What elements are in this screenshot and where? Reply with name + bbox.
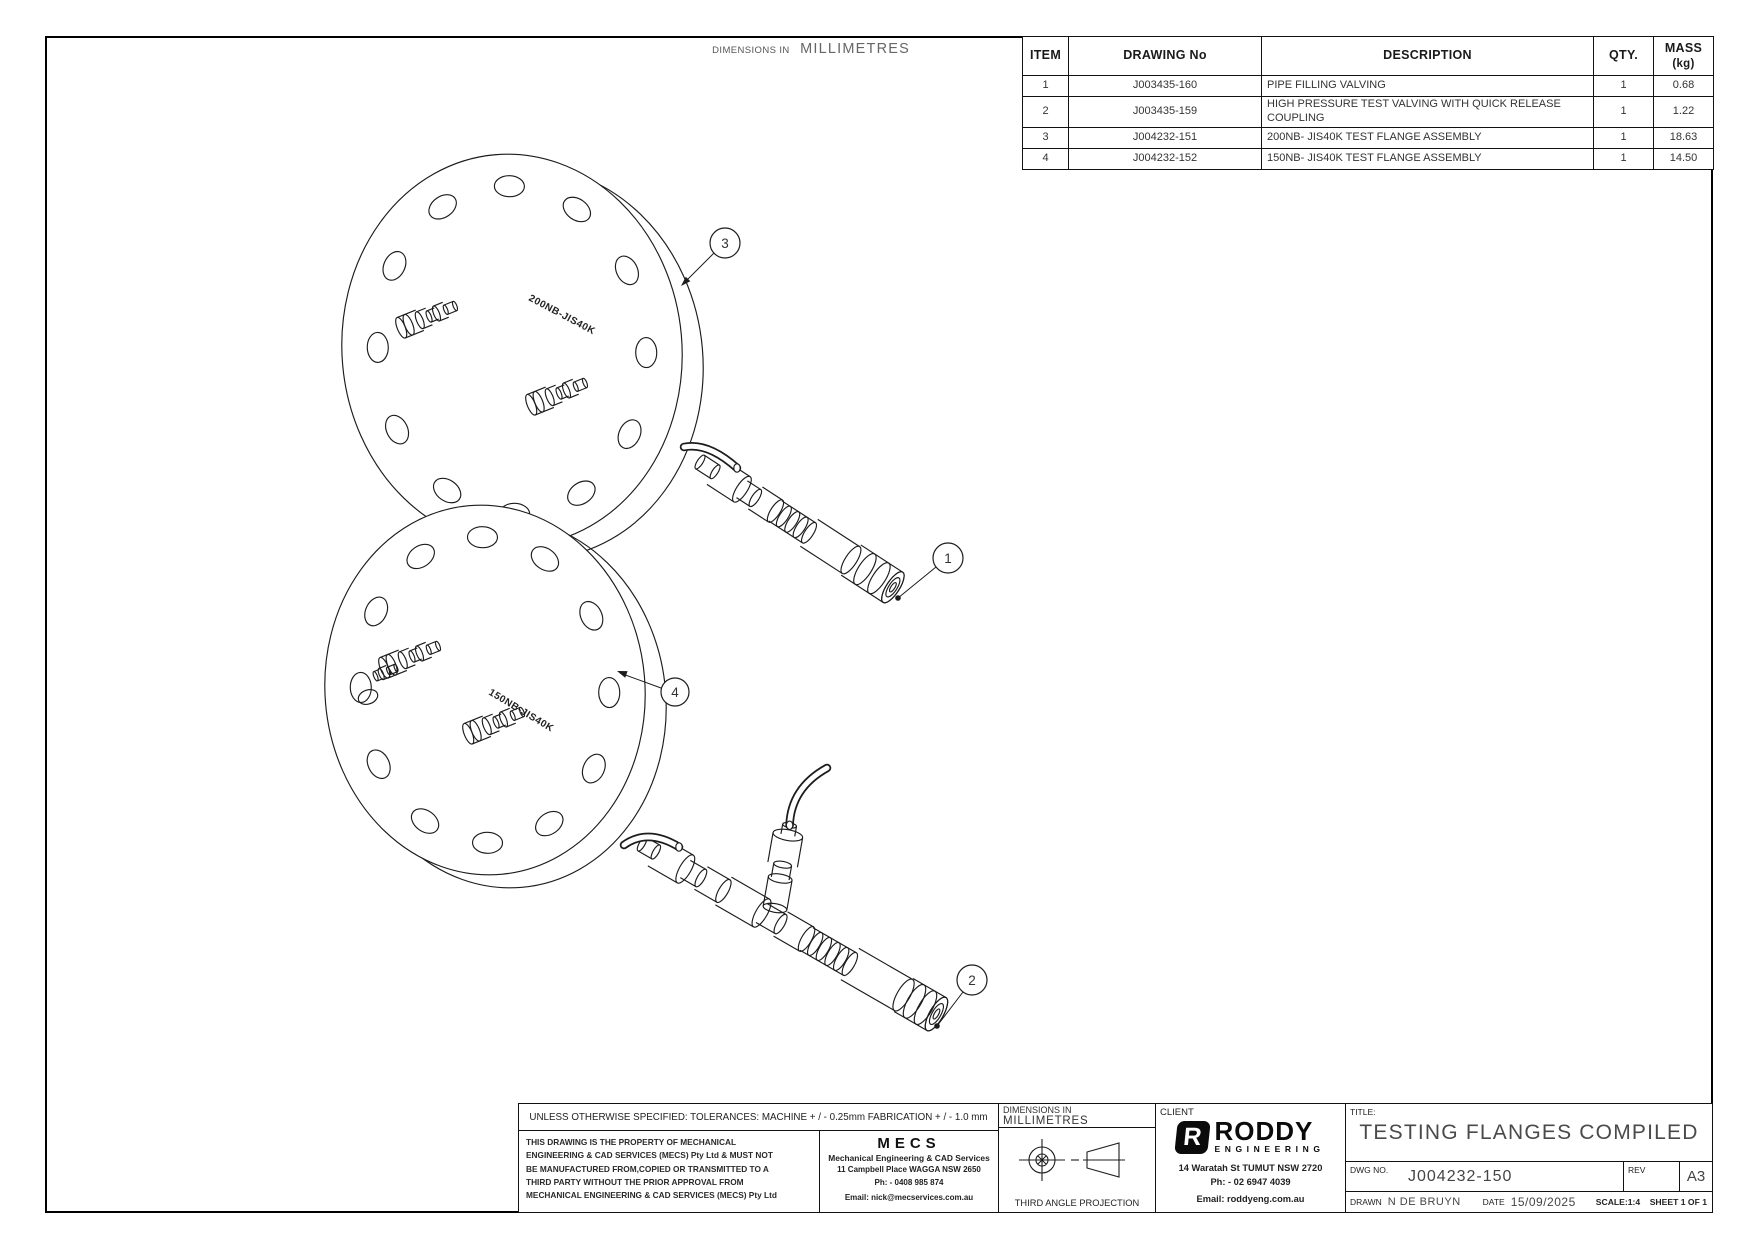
mecs-tagline: Mechanical Engineering & CAD Services [828, 1153, 990, 1163]
bom-row [1023, 97, 1714, 128]
bom-row [1023, 127, 1714, 148]
property-line: MECHANICAL ENGINEERING & CAD SERVICES (MECS) Pty Ltd [526, 1190, 777, 1201]
projection-dims-large: MILLIMETRES [1003, 1115, 1089, 1128]
bom-cell-drawing_no: J004232-151 [1069, 127, 1262, 148]
bom-header-item: ITEM [1023, 37, 1069, 76]
valve-pipe-filling [684, 446, 908, 606]
property-line: THIS DRAWING IS THE PROPERTY OF MECHANICAL [526, 1137, 737, 1147]
balloon-3-number: 3 [721, 236, 729, 251]
bom-cell-mass: 1.22 [1654, 97, 1714, 128]
valve-high-pressure-test [624, 768, 952, 1034]
bom-cell-qty: 1 [1594, 97, 1654, 128]
title-label: TITLE: [1350, 1107, 1376, 1117]
property-notice-cell [518, 1130, 820, 1213]
date-value: 15/09/2025 [1510, 1195, 1576, 1209]
bom-cell-description: 150NB- JIS40K TEST FLANGE ASSEMBLY [1262, 148, 1594, 169]
bom-cell-mass: 18.63 [1654, 127, 1714, 148]
sheet-size-cell: A3 [1679, 1161, 1713, 1192]
client-phone: Ph: - 02 6947 4039 [1210, 1177, 1291, 1187]
roddy-logo [1156, 1116, 1345, 1155]
bom-cell-description: PIPE FILLING VALVING [1262, 76, 1594, 97]
rev-label: REV [1628, 1165, 1646, 1175]
roddy-logo-sub: ENGINEERING [1214, 1144, 1325, 1155]
bom-cell-mass: 14.50 [1654, 148, 1714, 169]
projection-dims-note [999, 1104, 1155, 1128]
bom-header-description: DESCRIPTION [1262, 37, 1594, 76]
bom-body [1023, 76, 1714, 170]
bom-cell-drawing_no: J003435-159 [1069, 97, 1262, 128]
bom-header-drawing-no: DRAWING No [1069, 37, 1262, 76]
bom-header-qty: QTY. [1594, 37, 1654, 76]
scale-value: SCALE:1:4 [1595, 1197, 1641, 1207]
mecs-cell [819, 1130, 999, 1213]
bom-header-row [1023, 37, 1714, 76]
rev-cell [1623, 1161, 1680, 1192]
bom-cell-mass: 0.68 [1654, 76, 1714, 97]
bom-cell-qty: 1 [1594, 76, 1654, 97]
date-label: DATE [1482, 1197, 1505, 1207]
bom-cell-description: 200NB- JIS40K TEST FLANGE ASSEMBLY [1262, 127, 1594, 148]
dimensions-note-large: MILLIMETRES [800, 41, 910, 57]
third-angle-projection-icon [1017, 1136, 1137, 1184]
bom-cell-item: 3 [1023, 127, 1069, 148]
bom-cell-item: 1 [1023, 76, 1069, 97]
roddy-logo-name: RODDY [1214, 1116, 1314, 1146]
property-line: ENGINEERING & CAD SERVICES (MECS) Pty Ltd & MUST NOT [526, 1150, 773, 1161]
balloon-2 [934, 965, 987, 1029]
balloon-4-number: 4 [671, 685, 679, 700]
bom-table [1022, 36, 1714, 170]
bom-row [1023, 76, 1714, 97]
drawn-row [1345, 1191, 1713, 1213]
bom-cell-item: 4 [1023, 148, 1069, 169]
bom-cell-item: 2 [1023, 97, 1069, 128]
balloon-1 [895, 543, 963, 601]
bom-cell-drawing_no: J003435-160 [1069, 76, 1262, 97]
dwg-no-value: J004232-150 [1408, 1168, 1513, 1185]
drawn-label: DRAWN [1350, 1197, 1382, 1207]
client-email: Email: roddyeng.com.au [1196, 1194, 1305, 1204]
mecs-logo: MECS [877, 1135, 941, 1152]
drawn-value: N DE BRUYN [1387, 1196, 1461, 1208]
bom-cell-qty: 1 [1594, 148, 1654, 169]
roddy-logo-r-icon: R [1175, 1121, 1211, 1154]
bom-row [1023, 148, 1714, 169]
flange-200nb [326, 140, 720, 573]
balloon-2-number: 2 [968, 973, 976, 988]
client-cell [1155, 1103, 1346, 1213]
flange-200nb-label: 200NB-JIS40K [526, 292, 597, 338]
bom-cell-qty: 1 [1594, 127, 1654, 148]
mecs-address: 11 Campbell Place WAGGA NSW 2650 [837, 1165, 981, 1174]
dwg-no-label: DWG NO. [1350, 1165, 1389, 1175]
balloon-3 [681, 228, 740, 286]
projection-cell [998, 1103, 1156, 1213]
title-cell [1345, 1103, 1713, 1162]
property-line: THIRD PARTY WITHOUT THE PRIOR APPROVAL FROM [526, 1176, 744, 1187]
balloon-1-number: 1 [944, 551, 952, 566]
bom-header-mass [1654, 37, 1714, 76]
title-block [518, 1103, 1713, 1213]
mecs-email: Email: nick@mecservices.com.au [844, 1193, 974, 1202]
client-label: CLIENT [1160, 1107, 1194, 1118]
property-line: BE MANUFACTURED FROM,COPIED OR TRANSMITTED TO A [526, 1163, 769, 1174]
projection-label: THIRD ANGLE PROJECTION [1014, 1198, 1140, 1208]
bom-cell-description: HIGH PRESSURE TEST VALVING WITH QUICK RELEASE COUPLING [1262, 97, 1594, 128]
dimensions-note-small: DIMENSIONS IN [712, 45, 790, 56]
bom-header-mass-top: MASS [1664, 41, 1703, 55]
projection-dims-small: DIMENSIONS IN [1003, 1105, 1072, 1115]
drawing-title: TESTING FLANGES COMPILED [1359, 1121, 1699, 1144]
tolerances-cell: UNLESS OTHERWISE SPECIFIED: TOLERANCES: MACHINE + / - 0.25mm FABRICATION + / - 1.0 mm [518, 1103, 999, 1131]
sheet-value: SHEET 1 OF 1 [1649, 1197, 1707, 1207]
dwg-no-cell [1345, 1161, 1624, 1192]
bom-header-mass-unit: (kg) [1672, 57, 1695, 70]
flange-150nb-label: 150NB-JIS40K [486, 687, 556, 735]
bom-cell-drawing_no: J004232-152 [1069, 148, 1262, 169]
client-address: 14 Waratah St TUMUT NSW 2720 [1178, 1163, 1323, 1173]
mecs-phone: Ph: - 0408 985 874 [874, 1178, 944, 1187]
